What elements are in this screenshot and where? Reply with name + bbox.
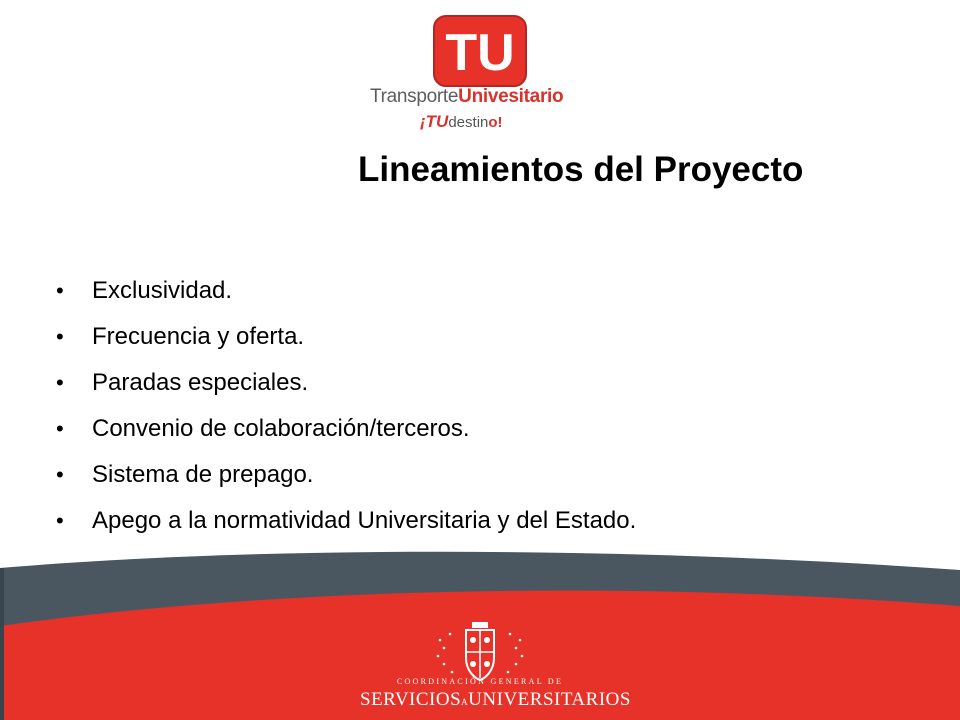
bullet-item: • Convenio de colaboración/terceros. [56,406,936,452]
bullet-icon: • [56,508,64,533]
bullet-item: • Apego a la normatividad Universitaria y del Estado. [56,498,936,544]
bullet-item: • Sistema de prepago. [56,452,936,498]
bullet-icon: • [56,324,64,349]
badge-text: TU [445,24,515,82]
bullet-icon: • [56,462,64,487]
university-seal-icon [430,620,530,684]
bullet-item: • Exclusividad. [56,268,936,314]
bullet-icon: • [56,416,64,441]
tagline-destin: destin [448,114,489,131]
logo-tagline: ¡TUdestino! [420,112,503,131]
tu-badge-icon [432,14,528,88]
tagline-o: o [488,114,498,131]
bullet-item: • Paradas especiales. [56,360,936,406]
coordination-label: COORDINACIÓN GENERAL DE [396,677,564,686]
bullet-icon: • [56,370,64,395]
logo-name-regular: Transporte [370,86,459,107]
bullet-item: • Frecuencia y oferta. [56,314,936,360]
bullet-icon: • [56,278,64,303]
servicios-universitarios-wordmark: SERVICIOSAUNIVERSITARIOS [360,689,631,710]
tagline-tu: TU [425,112,449,131]
logo-wordmark [370,86,600,108]
logo-name-bold: Univesitario [458,86,564,107]
transporte-universitario-logo [360,10,600,130]
bullet-list [56,268,936,544]
slide-title: Lineamientos del Proyecto [358,150,804,189]
